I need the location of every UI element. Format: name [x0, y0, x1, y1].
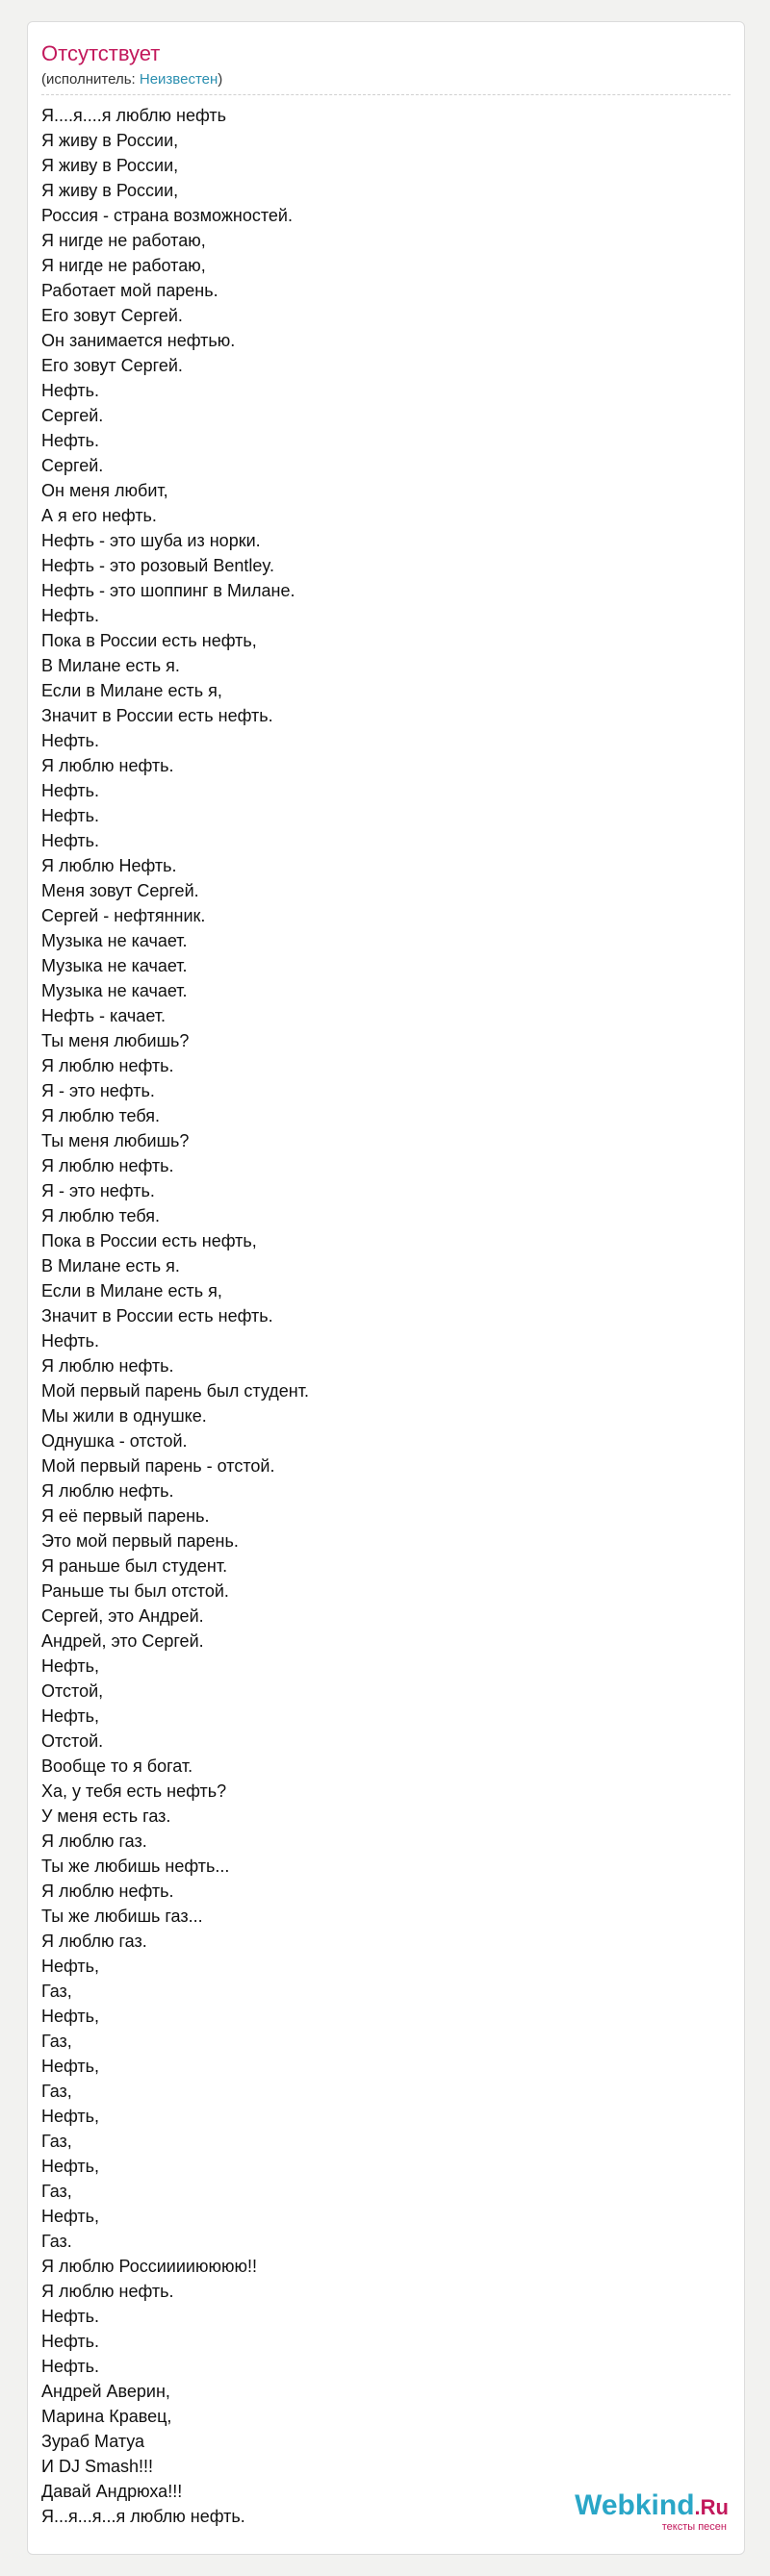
lyric-line: Работает мой парень. — [41, 281, 218, 300]
lyric-line: Я люблю газ. — [41, 1831, 147, 1851]
lyric-line: Я живу в России, — [41, 156, 179, 175]
lyric-line: Нефть. — [41, 2307, 100, 2326]
lyric-line: Андрей, это Сергей. — [41, 1631, 204, 1651]
lyric-line: Россия - страна возможностей. — [41, 206, 293, 225]
lyric-line: Нефть, — [41, 2157, 100, 2176]
lyric-line: Я раньше был студент. — [41, 1556, 228, 1576]
lyric-line: Нефть, — [41, 1706, 100, 1726]
lyric-line: Я люблю газ. — [41, 1932, 147, 1951]
lyric-line: Я её первый парень. — [41, 1506, 210, 1526]
lyric-line: Если в Милане есть я, — [41, 1281, 222, 1301]
lyric-line: Ха, у тебя есть нефть? — [41, 1781, 227, 1801]
song-title: Отсутствует — [41, 41, 161, 65]
lyric-line: Нефть - это розовый Bentley. — [41, 556, 275, 575]
lyric-line: Я - это нефть. — [41, 1081, 155, 1100]
lyric-line: Нефть. — [41, 781, 100, 800]
lyric-line: Сергей, это Андрей. — [41, 1606, 204, 1626]
lyric-line: В Милане есть я. — [41, 656, 180, 675]
lyric-line: Нефть. — [41, 731, 100, 750]
lyric-line: Газ. — [41, 2232, 72, 2251]
lyric-line: Раньше ты был отстой. — [41, 1581, 229, 1601]
lyric-line: Я люблю Россииииюююю!! — [41, 2257, 257, 2276]
lyric-line: Ты же любишь нефть... — [41, 1856, 230, 1876]
lyric-line: Сергей. — [41, 456, 104, 475]
lyric-line: Газ, — [41, 2182, 72, 2201]
lyric-line: Нефть - это шоппинг в Милане. — [41, 581, 295, 600]
lyric-line: Нефть. — [41, 831, 100, 850]
lyric-line: Нефть, — [41, 1957, 100, 1976]
lyric-line: Сергей - нефтянник. — [41, 906, 206, 925]
lyric-line: Я люблю нефть. — [41, 1156, 174, 1175]
lyric-line: Андрей Аверин, — [41, 2382, 170, 2401]
lyric-line: Его зовут Сергей. — [41, 356, 183, 375]
lyric-line: И DJ Smash!!! — [41, 2457, 153, 2476]
lyric-line: Его зовут Сергей. — [41, 306, 183, 325]
lyric-line: Нефть, — [41, 1656, 100, 1676]
lyrics-list — [41, 103, 309, 2529]
lyric-line: У меня есть газ. — [41, 1806, 171, 1826]
lyric-line: Меня зовут Сергей. — [41, 881, 199, 900]
logo-suffix: .Ru — [694, 2495, 729, 2519]
lyric-line: Значит в России есть нефть. — [41, 706, 273, 725]
artist-suffix: ) — [218, 71, 223, 88]
lyric-line: Ты меня любишь? — [41, 1131, 190, 1150]
lyric-line: Нефть. — [41, 606, 100, 625]
logo-main-text: Webkind — [575, 2489, 695, 2521]
lyric-line: Мы жили в однушке. — [41, 1406, 207, 1426]
lyric-line: Нефть. — [41, 431, 100, 450]
lyric-line: Ты меня любишь? — [41, 1031, 190, 1050]
lyric-line: Он занимается нефтью. — [41, 331, 236, 350]
lyric-line: Я...я...я...я люблю нефть. — [41, 2507, 245, 2526]
lyric-line: Пока в России есть нефть, — [41, 631, 257, 650]
lyric-line: Нефть. — [41, 2357, 100, 2376]
lyric-line: Я люблю нефть. — [41, 1356, 174, 1376]
lyric-line: Музыка не качает. — [41, 931, 188, 950]
song-card — [27, 21, 745, 2555]
lyric-line: Я живу в России, — [41, 131, 179, 150]
lyric-line: Газ, — [41, 2032, 72, 2051]
lyric-line: Я люблю нефть. — [41, 1481, 174, 1501]
lyric-line: Нефть. — [41, 806, 100, 825]
lyric-line: Мой первый парень был студент. — [41, 1381, 309, 1401]
lyric-line: Я люблю тебя. — [41, 1106, 161, 1125]
artist-line — [41, 72, 222, 87]
lyric-line: Я люблю нефть. — [41, 1056, 174, 1075]
lyric-line: Я нигде не работаю, — [41, 231, 206, 250]
artist-prefix: (исполнитель: — [41, 71, 140, 88]
lyric-line: Ты же любишь газ... — [41, 1907, 203, 1926]
lyric-line: Сергей. — [41, 406, 104, 425]
lyric-line: Нефть. — [41, 381, 100, 400]
lyric-line: Нефть - качает. — [41, 1006, 166, 1025]
lyric-line: Мой первый парень - отстой. — [41, 1456, 275, 1476]
lyric-line: Нефть. — [41, 1331, 100, 1351]
lyric-line: Это мой первый парень. — [41, 1531, 239, 1551]
lyric-line: Зураб Матуа — [41, 2432, 145, 2451]
lyric-line: Пока в России есть нефть, — [41, 1231, 257, 1250]
lyric-line: Я люблю тебя. — [41, 1206, 161, 1225]
lyric-line: Я люблю нефть. — [41, 1881, 174, 1901]
lyric-line: Нефть. — [41, 2332, 100, 2351]
lyric-line: Отстой, — [41, 1681, 104, 1701]
lyric-line: Музыка не качает. — [41, 981, 188, 1000]
lyric-line: В Милане есть я. — [41, 1256, 180, 1275]
header-divider — [41, 94, 731, 95]
lyric-line: Газ, — [41, 1982, 72, 2001]
lyric-line: Нефть, — [41, 2057, 100, 2076]
lyric-line: Я люблю Нефть. — [41, 856, 177, 875]
lyric-line: Нефть - это шуба из норки. — [41, 531, 261, 550]
lyric-line: Я люблю нефть. — [41, 2282, 174, 2301]
lyric-line: Вообще то я богат. — [41, 1756, 193, 1776]
lyric-line: Марина Кравец, — [41, 2407, 172, 2426]
lyric-line: Газ, — [41, 2132, 72, 2151]
lyric-line: Я....я....я люблю нефть — [41, 106, 226, 125]
site-logo[interactable] — [575, 2491, 729, 2533]
lyric-line: Я живу в России, — [41, 181, 179, 200]
lyric-line: А я его нефть. — [41, 506, 157, 525]
lyric-line: Он меня любит, — [41, 481, 168, 500]
lyric-line: Газ, — [41, 2082, 72, 2101]
lyric-line: Я люблю нефть. — [41, 756, 174, 775]
lyric-line: Нефть, — [41, 2007, 100, 2026]
lyric-line: Давай Андрюха!!! — [41, 2482, 183, 2501]
lyric-line: Музыка не качает. — [41, 956, 188, 975]
logo-tagline: тексты песен — [661, 2521, 727, 2533]
lyric-line: Если в Милане есть я, — [41, 681, 222, 700]
lyric-line: Нефть, — [41, 2207, 100, 2226]
lyric-line: Я нигде не работаю, — [41, 256, 206, 275]
lyric-line: Значит в России есть нефть. — [41, 1306, 273, 1326]
lyric-line: Я - это нефть. — [41, 1181, 155, 1200]
lyric-line: Отстой. — [41, 1731, 104, 1751]
lyric-line: Нефть, — [41, 2107, 100, 2126]
lyric-line: Однушка - отстой. — [41, 1431, 188, 1451]
artist-link[interactable]: Неизвестен — [139, 71, 218, 88]
